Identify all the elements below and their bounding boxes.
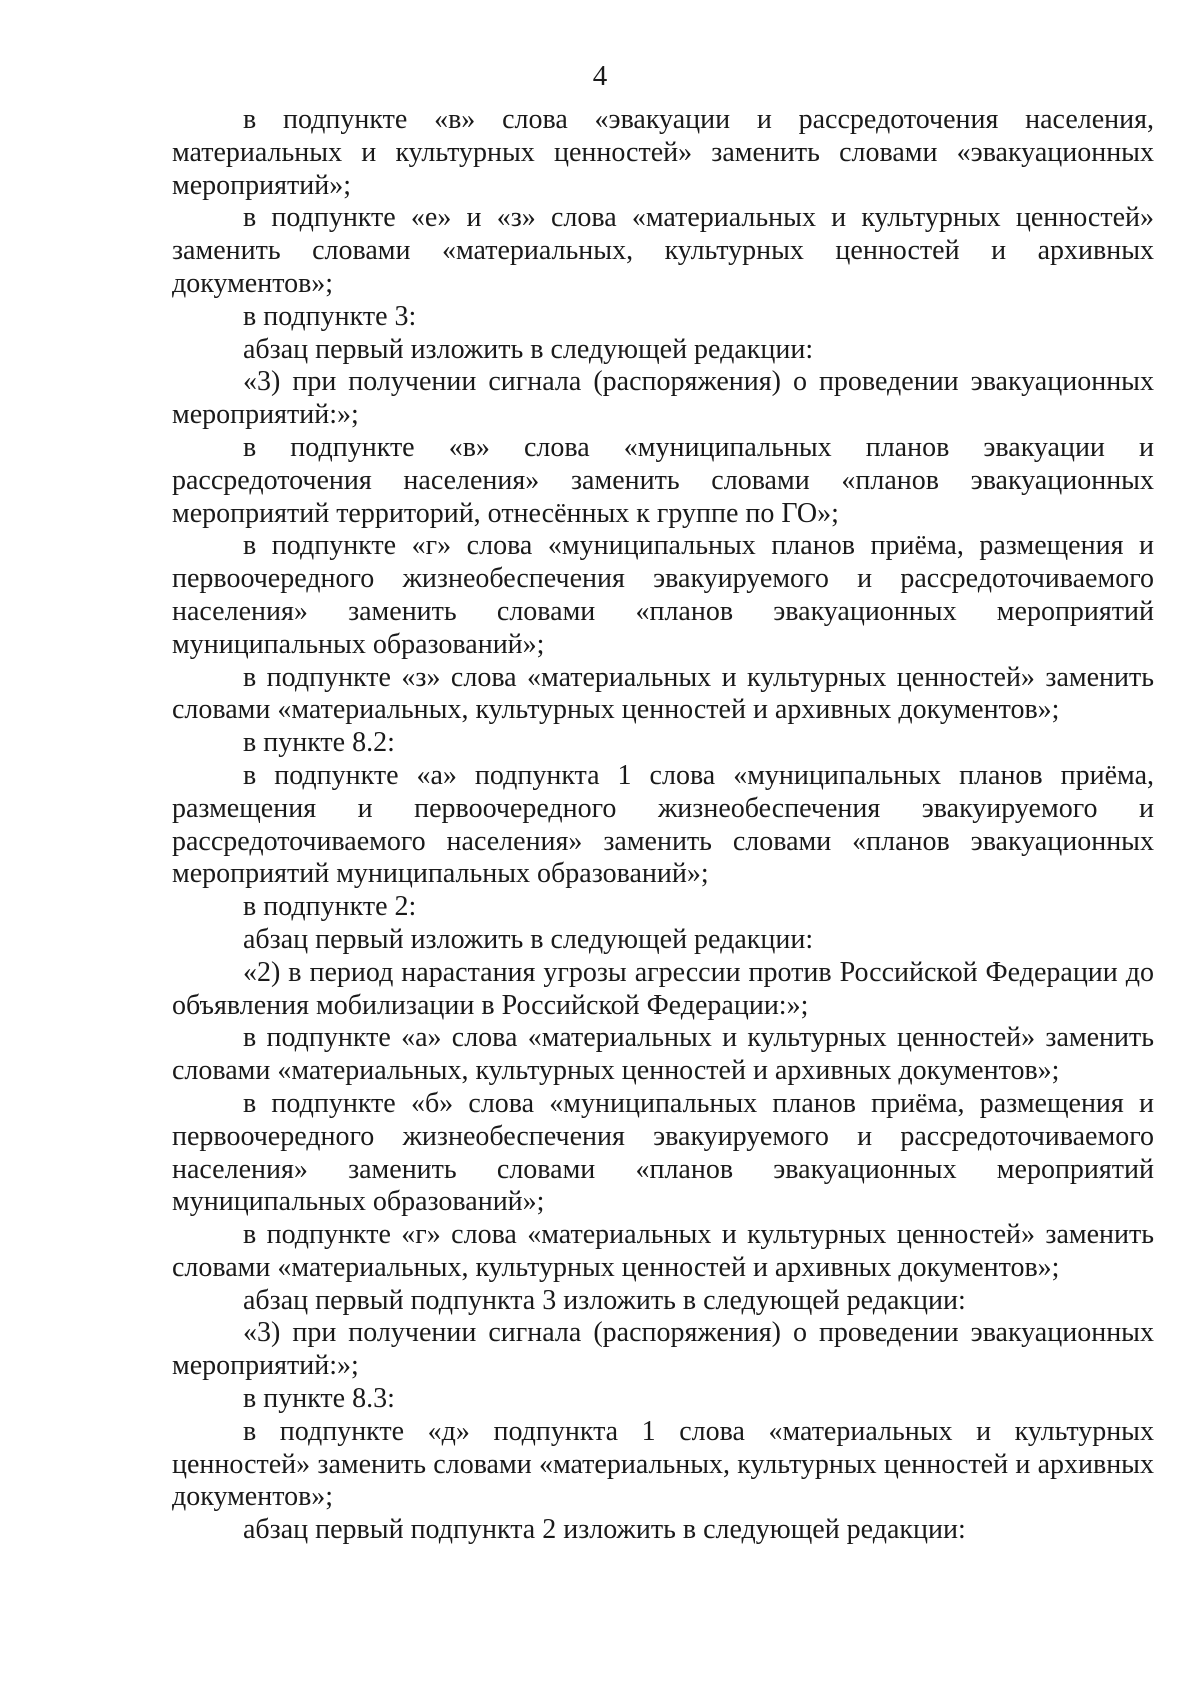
paragraph: в подпункте «а» слова «материальных и культурных ценностей» заменить словами «материальных, культурных ценностей и архивных документов»; bbox=[172, 1022, 1154, 1087]
paragraph: в подпункте «г» слова «муниципальных планов приёма, размещения и первоочередного жизнеобеспечения эвакуируемого и рассредоточиваемого населения» заменить словами «планов эвакуационных мероприятий муниципальных образований»; bbox=[172, 530, 1154, 660]
paragraph: абзац первый изложить в следующей редакции: bbox=[243, 333, 814, 365]
paragraph: в подпункте «в» слова «муниципальных планов эвакуации и рассредоточения населения» заменить словами «планов эвакуационных мероприятий территорий, отнесённых к группе по ГО»; bbox=[172, 431, 1154, 529]
paragraph: в подпункте «г» слова «материальных и культурных ценностей» заменить словами «материальных, культурных ценностей и архивных документов»; bbox=[172, 1219, 1154, 1283]
paragraph: в подпункте «е» и «з» слова «материальных и культурных ценностей» заменить словами «материальных, культурных ценностей и архивных документов»; bbox=[172, 202, 1154, 299]
paragraph: в подпункте «з» слова «материальных и культурных ценностей» заменить словами «материальных, культурных ценностей и архивных документов»; bbox=[172, 661, 1154, 726]
paragraph: в пункте 8.3: bbox=[243, 1383, 395, 1415]
paragraph: в подпункте «б» слова «муниципальных планов приёма, размещения и первоочередного жизнеобеспечения эвакуируемого и рассредоточиваемого населения» заменить словами «планов эвакуационных мероприятий муниципальных образований»; bbox=[172, 1087, 1154, 1218]
paragraph: в подпункте «а» подпункта 1 слова «муниципальных планов приёма, размещения и первоочередного жизнеобеспечения эвакуируемого и рассредоточиваемого населения» заменить словами «планов эвакуационных мероприятий муниципальных образований»; bbox=[172, 759, 1154, 890]
paragraph: «3) при получении сигнала (распоряжения) о проведении эвакуационных мероприятий:»; bbox=[172, 1317, 1154, 1382]
paragraph: в подпункте 2: bbox=[243, 891, 417, 923]
paragraph: в подпункте «в» слова «эвакуации и рассредоточения населения, материальных и культурных ценностей» заменить словами «эвакуационных мероприятий»; bbox=[172, 104, 1154, 201]
paragraph: абзац первый подпункта 3 изложить в следующей редакции: bbox=[243, 1284, 966, 1316]
paragraph: в подпункте «д» подпункта 1 слова «материальных и культурных ценностей» заменить словами «материальных, культурных ценностей и архивных документов»; bbox=[172, 1415, 1154, 1513]
paragraph: «3) при получении сигнала (распоряжения) о проведении эвакуационных мероприятий:»; bbox=[172, 366, 1154, 431]
paragraph: абзац первый изложить в следующей редакции: bbox=[243, 923, 814, 955]
paragraph: абзац первый подпункта 2 изложить в следующей редакции: bbox=[243, 1514, 966, 1546]
paragraph: в пункте 8.2: bbox=[243, 727, 395, 759]
page-number: 4 bbox=[592, 60, 608, 92]
paragraph: в подпункте 3: bbox=[243, 300, 417, 332]
document-body bbox=[172, 104, 1154, 1547]
paragraph: «2) в период нарастания угрозы агрессии против Российской Федерации до объявления мобилизации в Российской Федерации:»; bbox=[172, 956, 1154, 1021]
